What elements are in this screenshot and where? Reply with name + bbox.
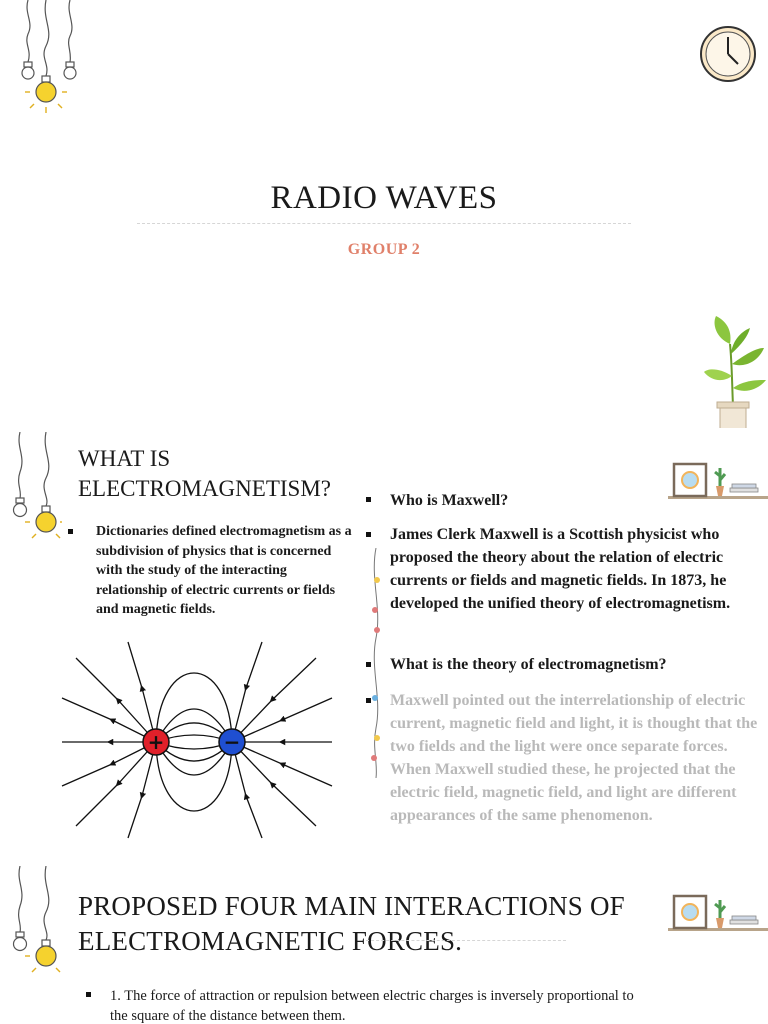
bullet-marker [366,532,371,537]
positive-charge-label: + [147,730,165,754]
slide-heading [78,889,678,959]
electric-dipole-field-diagram [58,640,336,840]
clock-icon [698,24,758,84]
electromagnetism-definition: Dictionaries defined electromagnetism as a subdivision of physics that is concerned with the study of the interacting relationship of electric currents or fields and magnetic fields. [96,524,352,617]
shelf-icon [668,890,768,934]
bullet-marker [366,662,371,667]
interactions-slide [0,862,768,1024]
bullet-marker [86,992,91,997]
bullet-marker [366,698,371,703]
right-bullet: Who is Maxwell? [390,492,509,509]
slide-heading-line2: ELECTROMAGNETISM? [78,476,331,501]
right-bullet: James Clerk Maxwell is a Scottish physicist who proposed the theory about the relation of electric currents or fields and magnetic fields. In 1873, he developed the unified theory of electromagnetism. [390,526,731,612]
plant-icon [702,314,768,428]
slide-subtitle: GROUP 2 [347,241,421,258]
light-bulbs-icon [8,866,64,976]
slide-heading-line1: PROPOSED FOUR MAIN INTERACTIONS OF [78,891,625,921]
slide-heading-line1: WHAT IS [78,446,171,471]
slide-title: RADIO WAVES [270,180,498,216]
title-slide [0,0,768,428]
interaction-point-1: 1. The force of attraction or repulsion between electric charges is inversely proportional to the square of the distance between them. [110,988,634,1024]
right-bullet: What is the theory of electromagnetism? [390,656,667,673]
heading-divider [366,940,566,941]
bullet-marker [366,497,371,502]
negative-charge-label: − [223,730,241,754]
title-divider [137,223,631,224]
slide-heading-line2: ELECTROMAGNETIC FORCES. [78,926,463,956]
right-bullet: Maxwell pointed out the interrelationship of electric current, magnetic field and light, it is thought that the two fields and the light were once separate forces. When Maxwell studied these, he projected that the electric field, magnetic field, and light are different appearances of the same phenomenon. [390,692,758,824]
electromagnetism-slide [0,428,768,862]
light-bulbs-icon [8,432,64,542]
light-bulbs-icon [8,0,86,118]
slide-heading [78,444,331,504]
bullet-marker [68,529,73,534]
